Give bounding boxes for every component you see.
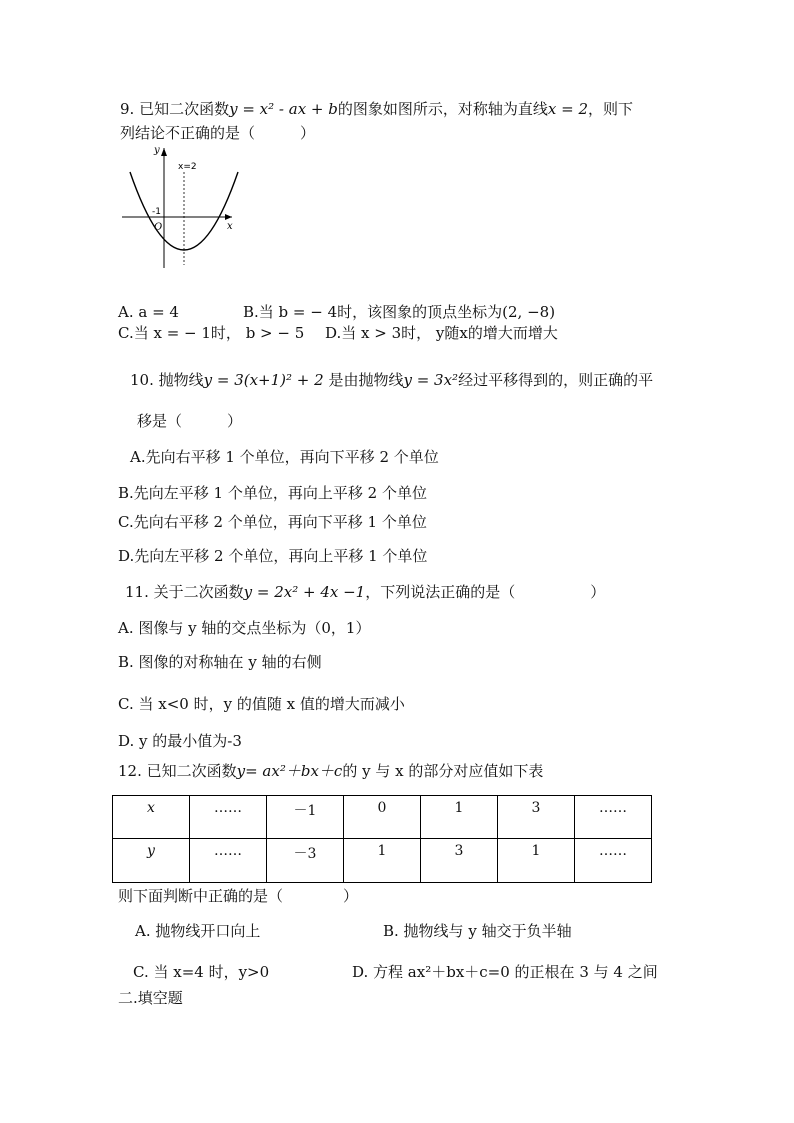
- q12-stem: [118, 761, 543, 781]
- x-axis-arrow: [225, 214, 232, 220]
- q10-option-d: D.先向左平移 2 个单位，再向上平移 1 个单位: [118, 547, 428, 565]
- q9-axis-value: x = 2: [547, 100, 588, 118]
- graph-origin: O: [154, 222, 163, 233]
- table-cell: ……: [575, 839, 652, 883]
- q12-judgment-stem: 则下面判断中正确的是（ ）: [118, 887, 359, 905]
- q9-option-b: B.当 b = − 4时，该图象的顶点坐标为(2, −8): [243, 303, 556, 321]
- table-cell: ……: [190, 839, 267, 883]
- q11-option-a: A. 图像与 y 轴的交点坐标为（0，1）: [118, 619, 371, 637]
- section-title: 二.填空题: [118, 989, 183, 1007]
- graph-y-label: y: [154, 145, 160, 156]
- q10-option-a: A.先向右平移 1 个单位，再向下平移 2 个单位: [130, 448, 439, 466]
- table-cell: 1: [421, 796, 498, 839]
- q9-option-d: D.当 x > 3时， y随x的增大而增大: [325, 324, 558, 342]
- table-cell: 3: [498, 796, 575, 839]
- q10-stem-line1: [130, 370, 653, 390]
- q9-stem-line2: 列结论不正确的是（ ）: [120, 124, 316, 142]
- table-row-x: [113, 796, 652, 839]
- q9-option-a: A. a = 4: [118, 303, 179, 321]
- graph-axis-label: x=2: [178, 162, 197, 172]
- q11-equation: y = 2x² + 4x −1: [243, 583, 366, 601]
- q12-equation: y= ax²＋bx＋c: [236, 762, 343, 780]
- q10-stem-line2: 移是（ ）: [137, 412, 243, 430]
- table-cell: －3: [267, 839, 344, 883]
- table-cell: 1: [498, 839, 575, 883]
- table-cell: x: [113, 796, 190, 839]
- q12-option-a: A. 抛物线开口向上: [135, 922, 261, 940]
- table-cell: 0: [344, 796, 421, 839]
- q9-equation: y = x² - ax + b: [229, 100, 338, 118]
- q10-stem-text-3: 经过平移得到的，则正确的平: [458, 371, 654, 389]
- q11-option-c: C. 当 x<0 时，y 的值随 x 值的增大而减小: [118, 695, 405, 713]
- q9-stem-line1: [120, 99, 633, 119]
- q11-stem: [125, 582, 605, 602]
- table-cell: y: [113, 839, 190, 883]
- q10-option-c: C.先向右平移 2 个单位，再向下平移 1 个单位: [118, 513, 427, 531]
- q12-option-d: D. 方程 ax²＋bx＋c=0 的正根在 3 与 4 之间: [352, 963, 658, 981]
- table-cell: 1: [344, 839, 421, 883]
- table-cell: ……: [575, 796, 652, 839]
- q10-equation-1: y = 3(x+1)² + 2: [203, 371, 324, 389]
- q10-stem-text-2: 是由抛物线: [323, 371, 404, 389]
- q9-stem-text-3: ，则下: [587, 100, 633, 118]
- q12-stem-text-2: 的 y 与 x 的部分对应值如下表: [342, 762, 544, 780]
- q11-stem-text-2: ，下列说法正确的是（ ）: [365, 583, 606, 601]
- table-row-y: [113, 839, 652, 883]
- q12-stem-text: 12. 已知二次函数: [118, 762, 237, 780]
- table-cell: －1: [267, 796, 344, 839]
- q12-option-b: B. 抛物线与 y 轴交于负半轴: [383, 922, 572, 940]
- q9-parabola-graph: [112, 140, 242, 270]
- q12-option-c: C. 当 x=4 时，y>0: [133, 963, 270, 981]
- q9-option-c: C.当 x = − 1时， b > − 5: [118, 324, 305, 342]
- q11-option-d: D. y 的最小值为-3: [118, 732, 242, 750]
- q10-option-b: B.先向左平移 1 个单位，再向上平移 2 个单位: [118, 484, 427, 502]
- y-axis-arrow: [161, 148, 167, 156]
- parabola-curve: [130, 172, 238, 250]
- q11-option-b: B. 图像的对称轴在 y 轴的右侧: [118, 653, 322, 671]
- q10-stem-text: 10. 抛物线: [130, 371, 204, 389]
- q10-equation-2: y = 3x²: [403, 371, 459, 389]
- q9-stem-text: 9. 已知二次函数: [120, 100, 230, 118]
- table-cell: 3: [421, 839, 498, 883]
- graph-minus-one: -1: [152, 207, 161, 217]
- q11-stem-text: 11. 关于二次函数: [125, 583, 244, 601]
- q9-stem-text-2: 的图象如图所示，对称轴为直线: [337, 100, 548, 118]
- table-cell: ……: [190, 796, 267, 839]
- value-table: [112, 795, 652, 883]
- graph-x-label: x: [227, 221, 233, 232]
